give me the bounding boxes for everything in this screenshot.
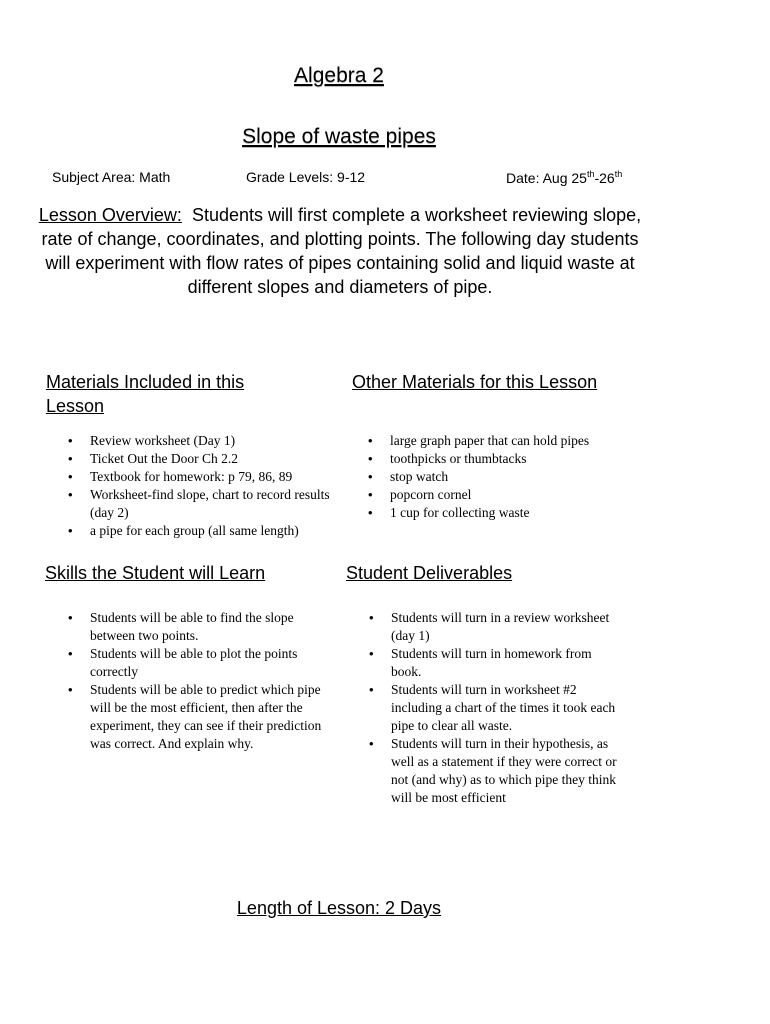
- bullet-icon: •: [68, 523, 73, 538]
- list-item: [46, 609, 331, 645]
- date-mid: -26: [594, 170, 615, 186]
- bullet-icon: •: [68, 469, 73, 484]
- bullet-icon: •: [368, 433, 373, 448]
- deliverables-list: [347, 609, 625, 807]
- bullet-icon: •: [68, 682, 73, 697]
- materials-included-list: [46, 432, 336, 540]
- list-item: [347, 735, 625, 807]
- list-item-text: large graph paper that can hold pipes: [390, 433, 590, 448]
- list-item: [346, 504, 646, 522]
- date-suffix-1: th: [586, 169, 595, 179]
- list-item: [46, 645, 331, 681]
- list-item-text: Worksheet-find slope, chart to record results (day 2): [90, 487, 330, 520]
- bullet-icon: •: [369, 682, 374, 697]
- list-item: [46, 450, 336, 468]
- materials-included-heading: Materials Included in this Lesson: [46, 372, 245, 416]
- list-item-text: Students will turn in homework from book.: [391, 646, 592, 679]
- list-item-text: Students will turn in worksheet #2 including a chart of the times it took each pipe to clear all waste.: [391, 682, 616, 733]
- lesson-length: Length of Lesson: 2 Days: [236, 898, 442, 918]
- list-item: [347, 681, 625, 735]
- list-item-text: Students will turn in a review worksheet (day 1): [391, 610, 610, 643]
- bullet-icon: •: [68, 646, 73, 661]
- list-item-text: Students will turn in their hypothesis, as well as a statement if they were correct or not (and why) as to which pipe they think will be most efficient: [391, 736, 617, 805]
- list-item-text: Students will be able to predict which pipe will be the most efficient, then after the experiment, they can see if their prediction was correct. And explain why.: [90, 682, 322, 751]
- list-item-text: stop watch: [390, 469, 449, 484]
- document-subtitle: Slope of waste pipes: [242, 125, 436, 148]
- subject-area: Subject Area: Math: [52, 169, 171, 185]
- date-suffix-2: th: [614, 169, 623, 179]
- list-item: [346, 468, 646, 486]
- bullet-icon: •: [368, 505, 373, 520]
- other-materials-heading: Other Materials for this Lesson: [352, 372, 598, 392]
- list-item-text: popcorn cornel: [390, 487, 472, 502]
- lesson-overview: [38, 203, 642, 299]
- list-item: [46, 468, 336, 486]
- skills-heading: Skills the Student will Learn: [45, 563, 266, 583]
- list-item-text: a pipe for each group (all same length): [90, 523, 299, 538]
- bullet-icon: •: [369, 610, 374, 625]
- bullet-icon: •: [68, 451, 73, 466]
- bullet-icon: •: [369, 736, 374, 751]
- bullet-icon: •: [369, 646, 374, 661]
- date-prefix: Date: Aug 25: [506, 170, 587, 186]
- list-item-text: Textbook for homework: p 79, 86, 89: [90, 469, 293, 484]
- list-item: [46, 522, 336, 540]
- list-item: [347, 609, 625, 645]
- bullet-icon: •: [368, 487, 373, 502]
- skills-list: [46, 609, 331, 753]
- list-item-text: Review worksheet (Day 1): [90, 433, 236, 448]
- overview-label: Lesson Overview:: [38, 205, 182, 225]
- list-item-text: toothpicks or thumbtacks: [390, 451, 527, 466]
- deliverables-heading: Student Deliverables: [346, 563, 513, 583]
- list-item-text: Students will be able to find the slope between two points.: [90, 610, 294, 643]
- bullet-icon: •: [368, 469, 373, 484]
- list-item-text: Ticket Out the Door Ch 2.2: [90, 451, 238, 466]
- bullet-icon: •: [368, 451, 373, 466]
- document-title: Algebra 2: [294, 64, 384, 87]
- list-item: [46, 681, 331, 753]
- bullet-icon: •: [68, 487, 73, 502]
- lesson-date: [506, 169, 622, 186]
- grade-levels: Grade Levels: 9-12: [246, 169, 366, 185]
- list-item: [46, 432, 336, 450]
- bullet-icon: •: [68, 433, 73, 448]
- list-item-text: 1 cup for collecting waste: [390, 505, 530, 520]
- list-item-text: Students will be able to plot the points correctly: [90, 646, 298, 679]
- overview-text: Students will first complete a worksheet reviewing slope, rate of change, coordinates, and plotting points. The following day students will experiment with flow rates of pipes containing solid and liquid waste at different slopes and diameters of pipe.: [41, 205, 642, 297]
- list-item: [346, 432, 646, 450]
- list-item: [46, 486, 336, 522]
- other-materials-list: [346, 432, 646, 522]
- list-item: [347, 645, 625, 681]
- bullet-icon: •: [68, 610, 73, 625]
- list-item: [346, 450, 646, 468]
- list-item: [346, 486, 646, 504]
